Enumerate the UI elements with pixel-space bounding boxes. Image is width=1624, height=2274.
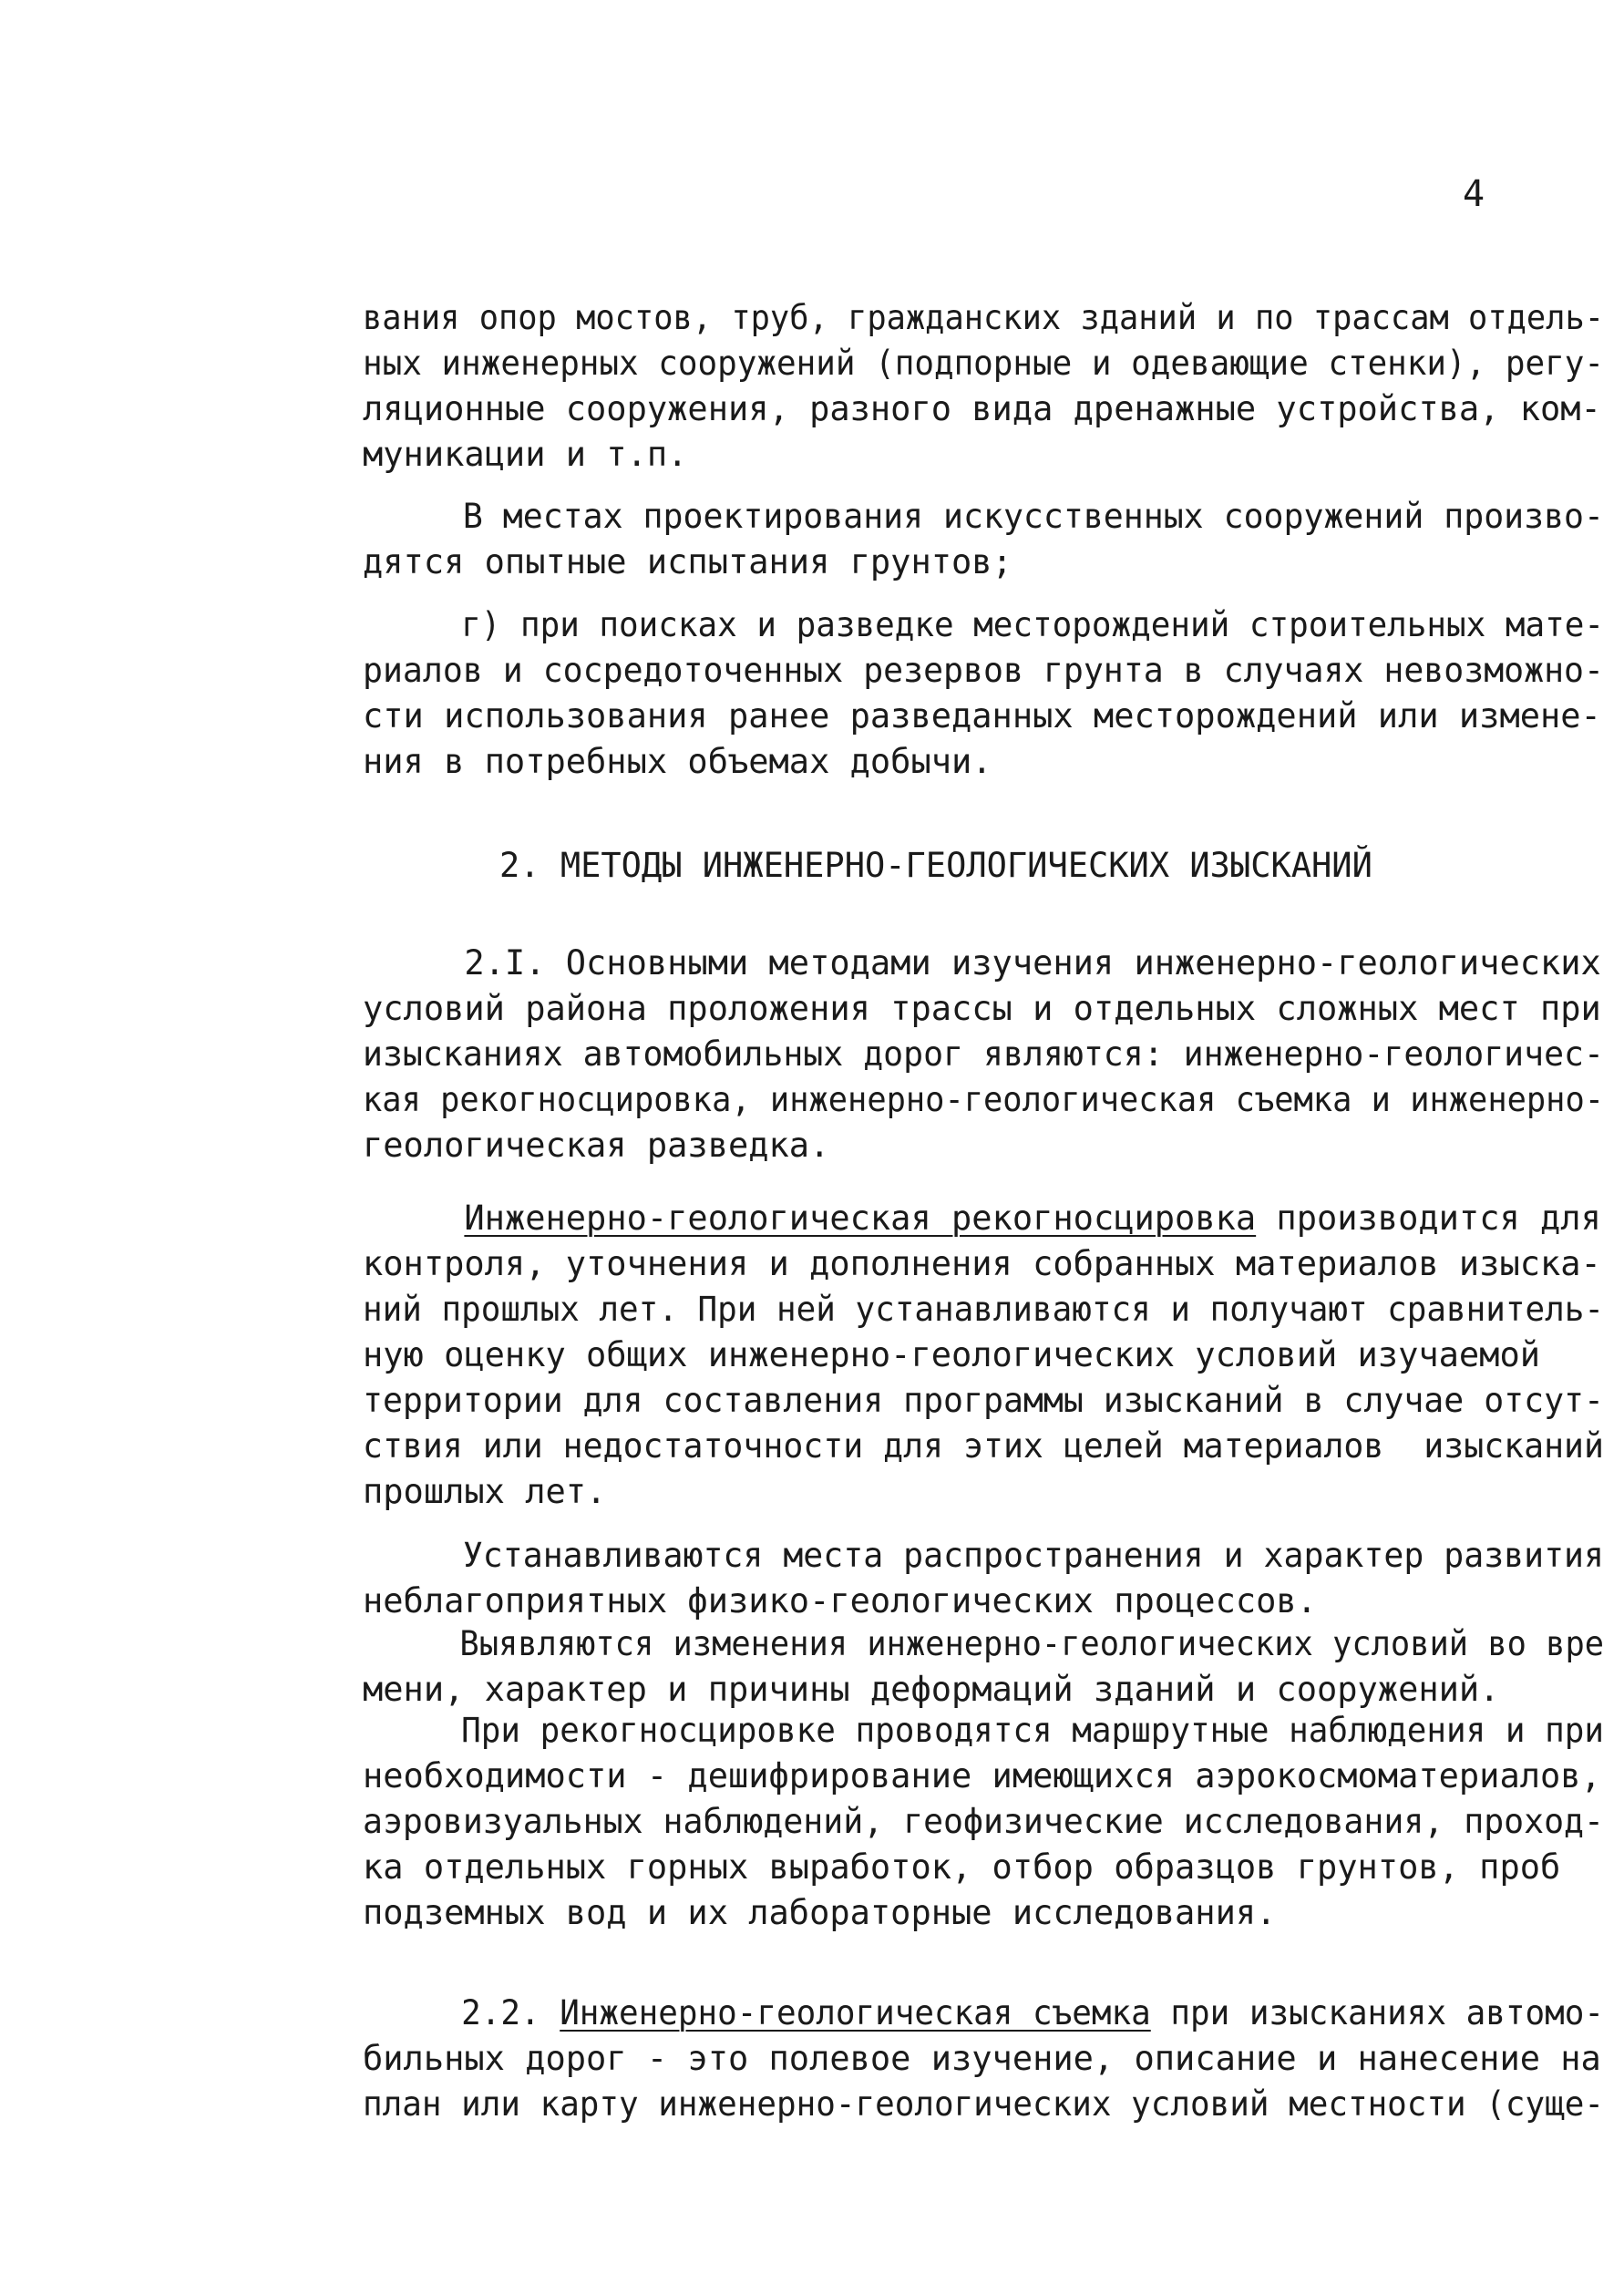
paragraph-line: 2.I. Основными методами изучения инженерно-геологических: [363, 943, 1601, 983]
paragraph-line: г) при поисках и разведке месторождений строительных мате-: [363, 605, 1604, 644]
paragraph-line: неблагоприятных физико-геологических процессов.: [363, 1581, 1317, 1621]
paragraph-line: условий района проложения трассы и отдельных сложных мест при: [363, 989, 1601, 1028]
paragraph-line: ния в потребных объемах добычи.: [363, 742, 992, 781]
paragraph-line: прошлых лет.: [363, 1472, 607, 1511]
paragraph-line: 2.2. Инженерно-геологическая съемка при изысканиях автомо-: [363, 1993, 1604, 2032]
paragraph-line: ных инженерных сооружений (подпорные и одевающие стенки), регу-: [363, 344, 1604, 383]
paragraph-line: территории для составления программы изысканий в случае отсут-: [363, 1381, 1604, 1420]
page-number: 4: [1463, 173, 1485, 215]
paragraph-line: контроля, уточнения и дополнения собранных материалов изыска-: [363, 1244, 1601, 1283]
paragraph-line: кая рекогносцировка, инженерно-геологическая съемка и инженерно-: [363, 1080, 1604, 1119]
paragraph-line: ка отдельных горных выработок, отбор образцов грунтов, проб: [363, 1847, 1561, 1887]
paragraph-line: Устанавливаются места распространения и характер развития: [363, 1536, 1604, 1575]
paragraph-line: риалов и сосредоточенных резервов грунта в случаях невозможно-: [363, 651, 1604, 690]
paragraph-line: В местах проектирования искусственных сооружений произво-: [363, 497, 1604, 536]
paragraph-line: геологическая разведка.: [363, 1126, 830, 1165]
paragraph-line: необходимости - дешифрирование имеющихся аэрокосмоматериалов,: [363, 1756, 1601, 1796]
paragraph-line: сти использования ранее разведанных месторождений или измене-: [363, 696, 1601, 736]
paragraph-line: ную оценку общих инженерно-геологических условий изучаемой: [363, 1335, 1541, 1374]
paragraph-line: подземных вод и их лабораторные исследования.: [363, 1893, 1277, 1932]
section-heading: 2. МЕТОДЫ ИНЖЕНЕРНО-ГЕОЛОГИЧЕСКИХ ИЗЫСКАНИЙ: [499, 846, 1372, 885]
underlined-term: Инженерно-геологическая съемка: [560, 1993, 1151, 2032]
paragraph-line: аэровизуальных наблюдений, геофизические исследования, проход-: [363, 1802, 1604, 1841]
paragraph-line: ний прошлых лет. При ней устанавливаются и получают сравнитель-: [363, 1290, 1604, 1329]
paragraph-line: план или карту инженерно-геологических условий местности (суще-: [363, 2084, 1604, 2124]
paragraph-line: бильных дорог - это полевое изучение, описание и нанесение на: [363, 2039, 1601, 2078]
paragraph-line: Выявляются изменения инженерно-геологических условий во вре: [363, 1624, 1604, 1663]
paragraph-line: дятся опытные испытания грунтов;: [363, 542, 1012, 581]
paragraph-line: ствия или недостаточности для этих целей материалов изысканий: [363, 1426, 1604, 1466]
paragraph-line: муникации и т.п.: [363, 435, 688, 474]
paragraph-line: ляционные сооружения, разного вида дренажные устройства, ком-: [363, 389, 1601, 428]
paragraph-line: изысканиях автомобильных дорог являются: инженерно-геологичес-: [363, 1034, 1604, 1074]
paragraph-line: При рекогносцировке проводятся маршрутные наблюдения и при: [363, 1711, 1604, 1750]
paragraph-line: вания опор мостов, труб, гражданских зданий и по трассам отдель-: [363, 298, 1604, 337]
underlined-term: Инженерно-геологическая рекогносцировка: [464, 1199, 1257, 1238]
paragraph-line: мени, характер и причины деформаций зданий и сооружений.: [363, 1670, 1500, 1709]
paragraph-line: Инженерно-геологическая рекогносцировка производится для: [464, 1199, 1601, 1238]
